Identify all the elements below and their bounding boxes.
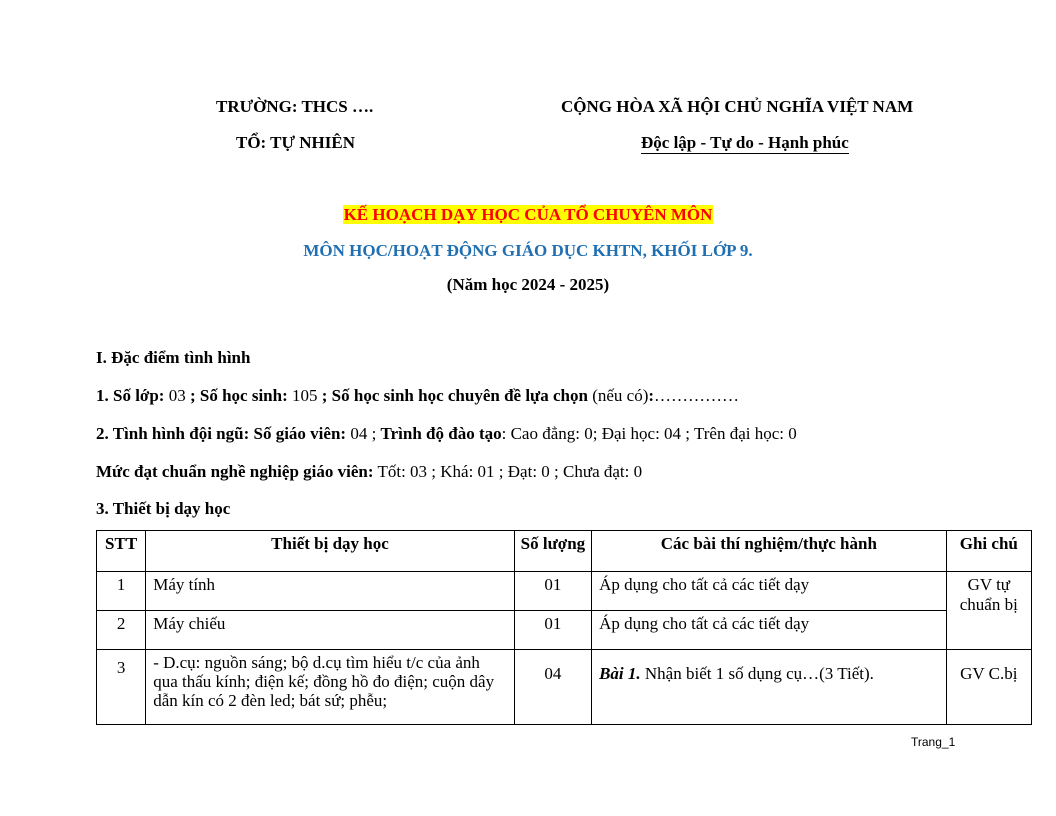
label-level: Trình độ đào tạo (380, 424, 502, 443)
school-name: TRƯỜNG: THCS …. (216, 97, 374, 116)
exp-lesson-label: Bài 1. (599, 664, 641, 683)
col-header: Ghi chú (946, 531, 1031, 572)
cell-experiment (592, 650, 947, 725)
page-number: Trang_1 (911, 735, 956, 749)
motto-text: Độc lập - Tự do - Hạnh phúc (641, 133, 849, 152)
subject-title: MÔN HỌC/HOẠT ĐỘNG GIÁO DỤC KHTN, KHỐI LỚP 9. (303, 241, 753, 260)
col-header: Thiết bị dạy học (146, 531, 515, 572)
col-header: Số lượng (514, 531, 591, 572)
table-row (97, 650, 1032, 725)
label-elective: ; Số học sinh học chuyên đề lựa chọn (321, 386, 588, 405)
table-row (97, 611, 1032, 650)
elective-colon: : (648, 386, 655, 405)
cell-experiment: Áp dụng cho tất cả các tiết dạy (592, 572, 947, 611)
value-levels: : Cao đẳng: 0; Đại học: 04 ; Trên đại học: 0 (501, 424, 797, 443)
staff-info-line (96, 424, 797, 444)
cell-note: GV C.bị (946, 650, 1031, 725)
value-students: 105 (287, 386, 322, 405)
cell-qty: 04 (514, 650, 591, 725)
elective-dots: …………… (654, 386, 740, 405)
standard-info-line (96, 462, 642, 482)
elective-note: (nếu có) (587, 386, 649, 405)
value-standard: Tốt: 03 ; Khá: 01 ; Đạt: 0 ; Chưa đạt: 0 (373, 462, 643, 481)
motto (641, 133, 849, 153)
exp-lesson-text: Nhận biết 1 số dụng cụ…(3 Tiết). (640, 664, 874, 683)
cell-device: Máy tính (146, 572, 515, 611)
cell-stt: 2 (97, 611, 146, 650)
equipment-table (96, 530, 1032, 725)
school-year: (Năm học 2024 - 2025) (446, 275, 610, 294)
department-name: TỔ: TỰ NHIÊN (236, 133, 356, 152)
label-standard: Mức đạt chuẩn nghề nghiệp giáo viên: (96, 462, 374, 481)
value-classes: 03 (164, 386, 190, 405)
cell-note: GV tự chuẩn bị (946, 572, 1031, 650)
col-header: STT (97, 531, 146, 572)
main-title (0, 205, 1056, 225)
cell-stt: 1 (97, 572, 146, 611)
country-name: CỘNG HÒA XÃ HỘI CHỦ NGHĨA VIỆT NAM (561, 97, 914, 116)
cell-device: Máy chiếu (146, 611, 515, 650)
label-students: ; Số học sinh: (189, 386, 288, 405)
cell-qty: 01 (514, 572, 591, 611)
cell-device: - D.cụ: nguồn sáng; bộ d.cụ tìm hiểu t/c của ảnh qua thấu kính; điện kế; đồng hồ đo điện; cuộn dây dẫn kín có 2 đèn led; bát sứ; phễu; (146, 650, 515, 725)
class-info-line (96, 386, 739, 406)
col-header: Các bài thí nghiệm/thực hành (592, 531, 947, 572)
section-heading: I. Đặc điểm tình hình (96, 348, 251, 367)
cell-qty: 01 (514, 611, 591, 650)
table-row (97, 572, 1032, 611)
table-header-row (97, 531, 1032, 572)
label-staff: 2. Tình hình đội ngũ: Số giáo viên: (96, 424, 347, 443)
value-teachers: 04 ; (346, 424, 381, 443)
label-classes: 1. Số lớp: (96, 386, 165, 405)
cell-experiment: Áp dụng cho tất cả các tiết dạy (592, 611, 947, 650)
equipment-heading: 3. Thiết bị dạy học (96, 499, 231, 518)
cell-stt: 3 (97, 650, 146, 725)
main-title-text: KẾ HOẠCH DẠY HỌC CỦA TỔ CHUYÊN MÔN (343, 205, 713, 224)
